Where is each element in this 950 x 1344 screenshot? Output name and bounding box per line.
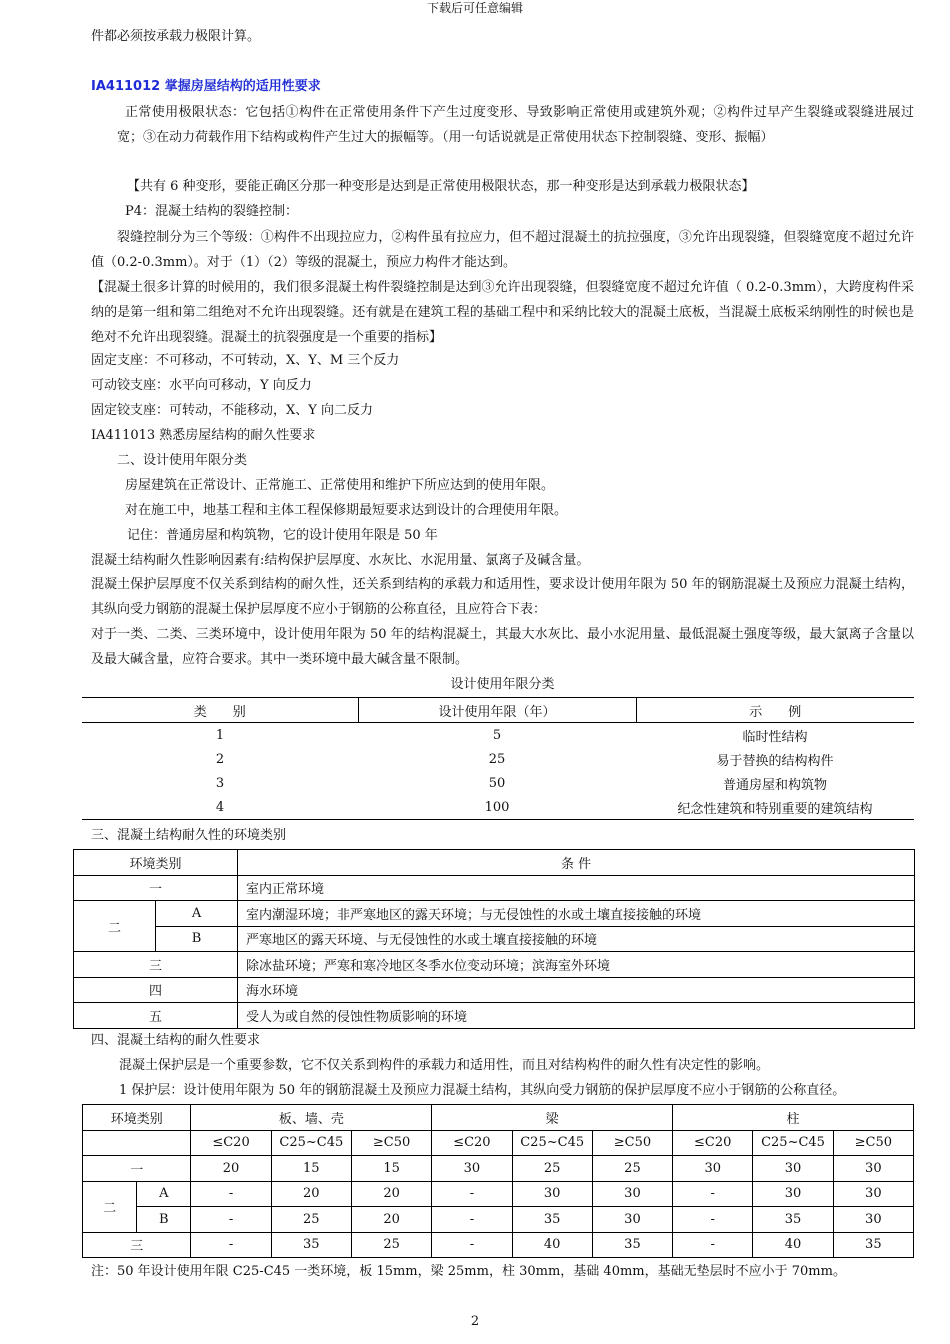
section-heading: 三、混凝土结构耐久性的环境类别 bbox=[91, 828, 287, 843]
table-cell: 30 bbox=[753, 1181, 833, 1207]
text-line: 【共有 6 种变形，要能正确区分那一种变形是达到是正常使用极限状态，那一种变形是达到承载力极限状态】 bbox=[127, 179, 755, 194]
table-cell: 100 bbox=[358, 795, 636, 820]
table-cell: 25 bbox=[351, 1232, 431, 1258]
table-cell: B bbox=[156, 926, 238, 952]
table-cell: 35 bbox=[271, 1232, 351, 1258]
table-cell: 五 bbox=[74, 1003, 238, 1029]
text-line: 对在施工中，地基工程和主体工程保修期最短要求达到设计的合理使用年限。 bbox=[125, 503, 568, 518]
table-cell: 40 bbox=[753, 1232, 833, 1258]
table-cell: 20 bbox=[191, 1156, 271, 1182]
section-heading: IA411013 熟悉房屋结构的耐久性要求 bbox=[91, 428, 316, 443]
table-cell: 35 bbox=[512, 1207, 592, 1233]
table-cell: 30 bbox=[833, 1156, 913, 1182]
table-row bbox=[83, 1130, 914, 1156]
table-header-cell: 梁 bbox=[432, 1105, 673, 1131]
table-cell: - bbox=[191, 1181, 271, 1207]
grade-header-cell: ≥C50 bbox=[592, 1130, 672, 1156]
table-cell: - bbox=[673, 1207, 753, 1233]
table-cell: 35 bbox=[592, 1232, 672, 1258]
table-cell: 30 bbox=[833, 1207, 913, 1233]
paragraph: 裂缝控制分为三个等级：①构件不出现拉应力，②构件虽有拉应力，但不超过混凝土的抗拉强度，③允许出现裂缝，但裂缝宽度不超过允许值（0.2-0.3mm）。对于（1）（2）等级的混凝土，预应力构件才能达到。 bbox=[91, 230, 914, 270]
table-cell: 二 bbox=[74, 901, 156, 952]
table-cell: 20 bbox=[271, 1181, 351, 1207]
text-line: 件都必须按承载力极限计算。 bbox=[91, 29, 261, 44]
table-row bbox=[82, 723, 914, 748]
table-cell: 25 bbox=[488, 751, 506, 767]
grade-header-cell: C25~C45 bbox=[271, 1130, 351, 1156]
table-cell: 三 bbox=[74, 952, 238, 978]
text-line: 混凝土保护层是一个重要参数，它不仅关系到构件的承载力和适用性，而且对结构构件的耐久性有决定性的影响。 bbox=[119, 1058, 770, 1073]
table-header-cell: 设计使用年限（年） bbox=[358, 698, 636, 723]
text-line: P4：混凝土结构的裂缝控制： bbox=[125, 204, 299, 219]
table-cell: 20 bbox=[351, 1207, 431, 1233]
text-line: 二、设计使用年限分类 bbox=[117, 453, 248, 468]
text-line: 记住：普通房屋和构筑物，它的设计使用年限是 50 年 bbox=[127, 528, 438, 543]
table-cell: 纪念性建筑和特别重要的建筑结构 bbox=[636, 795, 914, 820]
table-cell: - bbox=[432, 1181, 512, 1207]
grade-header-cell: C25~C45 bbox=[753, 1130, 833, 1156]
grade-header-cell: ≤C20 bbox=[432, 1130, 512, 1156]
table-cell: 除冰盐环境；严寒和寒冷地区冬季水位变动环境；滨海室外环境 bbox=[238, 952, 915, 978]
grade-header-cell: ≥C50 bbox=[833, 1130, 913, 1156]
table-cell: 30 bbox=[592, 1207, 672, 1233]
table-row bbox=[74, 977, 915, 1003]
table-row bbox=[82, 747, 914, 771]
table-row bbox=[82, 795, 914, 820]
table-cell: 20 bbox=[351, 1181, 431, 1207]
table-cell: 25 bbox=[512, 1156, 592, 1182]
table-cell: 5 bbox=[492, 727, 502, 743]
grade-header-cell: C25~C45 bbox=[512, 1130, 592, 1156]
table-cell: 1 bbox=[215, 727, 225, 743]
grade-header-cell: ≤C20 bbox=[191, 1130, 271, 1156]
table-cell: A bbox=[156, 901, 238, 927]
table-row bbox=[83, 1207, 914, 1233]
table-cell: 受人为或自然的侵蚀性物质影响的环境 bbox=[238, 1003, 915, 1029]
paragraph: 对于一类、二类、三类环境中，设计使用年限为 50 年的结构混凝土，其最大水灰比、最小水泥用量、最低混凝土强度等级，最大氯离子含量以及最大碱含量，应符合要求。其中一类环境中最大碱含量不限制。 bbox=[91, 627, 914, 667]
table-cell: 30 bbox=[512, 1181, 592, 1207]
grade-header-cell: ≥C50 bbox=[351, 1130, 431, 1156]
section-heading: 四、混凝土结构的耐久性要求 bbox=[91, 1033, 261, 1048]
table-cell: 25 bbox=[592, 1156, 672, 1182]
table-row bbox=[83, 1232, 914, 1258]
table-cell: 临时性结构 bbox=[742, 729, 808, 745]
cover-thickness-table bbox=[82, 1104, 914, 1258]
table-cell: 一 bbox=[74, 875, 238, 901]
table-cell: - bbox=[191, 1232, 271, 1258]
table-cell: 三 bbox=[83, 1232, 191, 1258]
table-cell: 一 bbox=[83, 1156, 191, 1182]
table-cell bbox=[83, 1130, 191, 1156]
table-cell: 40 bbox=[512, 1232, 592, 1258]
table-cell: 2 bbox=[215, 751, 225, 767]
table-cell: 四 bbox=[74, 977, 238, 1003]
paragraph: 【混凝土很多计算的时候用的，我们很多混凝土构件裂缝控制是达到③允许出现裂缝，但裂缝宽度不超过允许值（ 0.2-0.3mm），大跨度构件采纳的是第一组和第二组绝对不允许出现裂缝。还有就是在建筑工程的基础工程中和采纳比较大的混凝土底板，当混凝土底板采纳刚性的时候也是绝对不允许出现裂缝。混凝土的抗裂强度是一个重要的指标】 bbox=[91, 280, 914, 345]
table-cell: 50 bbox=[488, 775, 506, 791]
table-row bbox=[74, 850, 915, 876]
table-cell: 海水环境 bbox=[238, 977, 915, 1003]
table-cell: 4 bbox=[82, 795, 358, 820]
table-cell: - bbox=[673, 1232, 753, 1258]
table-cell: 二 bbox=[83, 1181, 137, 1232]
table-row bbox=[83, 1105, 914, 1131]
table-header-cell: 条 件 bbox=[238, 850, 915, 876]
page-header: 下载后可任意编辑 bbox=[426, 1, 523, 15]
table-cell: 严寒地区的露天环境、与无侵蚀性的水或土壤直接接触的环境 bbox=[238, 926, 915, 952]
text-line: 混凝土结构耐久性影响因素有:结构保护层厚度、水灰比、水泥用量、氯离子及碱含量。 bbox=[91, 553, 590, 568]
table-cell: 15 bbox=[271, 1156, 351, 1182]
table-cell: 易于替换的结构构件 bbox=[716, 753, 834, 769]
paragraph: 混凝土保护层厚度不仅关系到结构的耐久性，还关系到结构的承载力和适用性，要求设计使用年限为 50 年的钢筋混凝土及预应力混凝土结构，其纵向受力钢筋的混凝土保护层厚度不应小于钢筋的公称直径，且应符合下表： bbox=[91, 577, 914, 617]
table-row bbox=[74, 926, 915, 952]
table-row bbox=[83, 1156, 914, 1182]
text-line: 房屋建筑在正常设计、正常施工、正常使用和维护下所应达到的使用年限。 bbox=[125, 478, 555, 493]
text-line: 固定铰支座：可转动，不能移动，X、Y 向二反力 bbox=[91, 403, 373, 418]
text-line: 1 保护层：设计使用年限为 50 年的钢筋混凝土及预应力混凝土结构，其纵向受力钢筋的保护层厚度不应小于钢筋的公称直径。 bbox=[119, 1083, 846, 1098]
table-cell: - bbox=[432, 1207, 512, 1233]
table-cell: 30 bbox=[833, 1181, 913, 1207]
text-line: 可动铰支座：水平向可移动，Y 向反力 bbox=[91, 378, 312, 393]
grade-header-cell: ≤C20 bbox=[673, 1130, 753, 1156]
table-cell: 3 bbox=[215, 775, 225, 791]
table-cell: A bbox=[137, 1181, 191, 1207]
table-row bbox=[74, 901, 915, 927]
table-cell: 30 bbox=[673, 1156, 753, 1182]
page-number: 2 bbox=[470, 1314, 480, 1329]
footnote: 注：50 年设计使用年限 C25-C45 一类环境，板 15mm，梁 25mm，柱 30mm，基础 40mm，基础无垫层时不应小于 70mm。 bbox=[91, 1264, 846, 1279]
table-cell: - bbox=[432, 1232, 512, 1258]
table-cell: 30 bbox=[592, 1181, 672, 1207]
table-cell: 室内正常环境 bbox=[238, 875, 915, 901]
table-header-cell: 板、墙、壳 bbox=[191, 1105, 432, 1131]
table-row bbox=[83, 1181, 914, 1207]
table-cell: 普通房屋和构筑物 bbox=[722, 777, 827, 793]
environment-category-table bbox=[73, 849, 915, 1029]
table-cell: 30 bbox=[432, 1156, 512, 1182]
table-header-cell: 环境类别 bbox=[74, 850, 238, 876]
table-cell: - bbox=[191, 1207, 271, 1233]
table-caption: 设计使用年限分类 bbox=[450, 677, 555, 692]
table-header-cell: 环境类别 bbox=[83, 1105, 191, 1131]
table-cell: 35 bbox=[753, 1207, 833, 1233]
text-line: 固定支座：不可移动，不可转动，X、Y、M 三个反力 bbox=[91, 353, 400, 368]
table-header-cell: 示 例 bbox=[636, 698, 914, 723]
table-cell: 25 bbox=[271, 1207, 351, 1233]
table-cell: 30 bbox=[753, 1156, 833, 1182]
paragraph: 正常使用极限状态：它包括①构件在正常使用条件下产生过度变形、导致影响正常使用或建筑外观；②构件过早产生裂缝或裂缝进展过宽；③在动力荷载作用下结构或构件产生过大的振幅等。（用一句话说就是正常使用状态下控制裂缝、变形、振幅） bbox=[117, 105, 914, 145]
table-row bbox=[74, 952, 915, 978]
table-cell: - bbox=[673, 1181, 753, 1207]
service-life-table bbox=[82, 697, 914, 820]
section-heading: IA411012 掌握房屋结构的适用性要求 bbox=[91, 79, 321, 94]
table-cell: 35 bbox=[833, 1232, 913, 1258]
table-header-cell: 类 别 bbox=[82, 698, 358, 723]
table-header-cell: 柱 bbox=[673, 1105, 914, 1131]
table-cell: 15 bbox=[351, 1156, 431, 1182]
table-cell: 室内潮湿环境；非严寒地区的露天环境；与无侵蚀性的水或土壤直接接触的环境 bbox=[238, 901, 915, 927]
table-cell: B bbox=[137, 1207, 191, 1233]
table-row bbox=[74, 1003, 915, 1029]
table-row bbox=[82, 771, 914, 795]
table-row bbox=[74, 875, 915, 901]
